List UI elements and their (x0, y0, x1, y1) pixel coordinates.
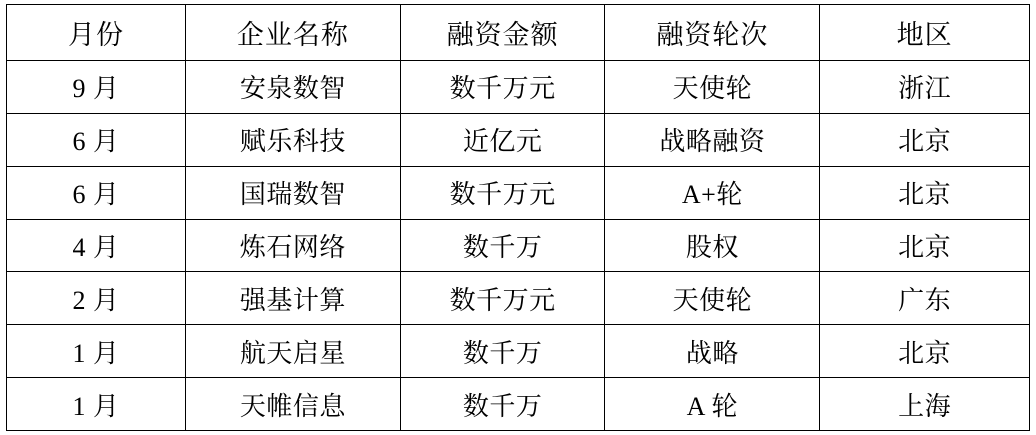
cell-region: 北京 (820, 113, 1030, 166)
table-row (7, 378, 1030, 431)
cell-region: 北京 (820, 219, 1030, 272)
cell-funding-amount: 近亿元 (400, 113, 605, 166)
table-header-row (7, 5, 1030, 61)
cell-month: 6 月 (7, 113, 186, 166)
column-header-funding-round: 融资轮次 (605, 5, 820, 61)
column-header-region: 地区 (820, 5, 1030, 61)
cell-company-name: 天帷信息 (186, 378, 401, 431)
table-row (7, 61, 1030, 114)
table-row (7, 219, 1030, 272)
cell-funding-round: 天使轮 (605, 61, 820, 114)
cell-company-name: 航天启星 (186, 325, 401, 378)
cell-funding-amount: 数千万 (400, 378, 605, 431)
cell-funding-round: 战略 (605, 325, 820, 378)
cell-funding-round: 股权 (605, 219, 820, 272)
cell-month: 4 月 (7, 219, 186, 272)
table-row (7, 272, 1030, 325)
cell-funding-amount: 数千万元 (400, 272, 605, 325)
column-header-funding-amount: 融资金额 (400, 5, 605, 61)
cell-month: 9 月 (7, 61, 186, 114)
cell-funding-round: 战略融资 (605, 113, 820, 166)
column-header-month: 月份 (7, 5, 186, 61)
cell-company-name: 国瑞数智 (186, 166, 401, 219)
cell-company-name: 强基计算 (186, 272, 401, 325)
financing-table (6, 4, 1030, 431)
cell-region: 北京 (820, 166, 1030, 219)
cell-funding-round: 天使轮 (605, 272, 820, 325)
cell-region: 上海 (820, 378, 1030, 431)
cell-funding-round: A+轮 (605, 166, 820, 219)
cell-funding-amount: 数千万元 (400, 166, 605, 219)
cell-region: 北京 (820, 325, 1030, 378)
cell-month: 6 月 (7, 166, 186, 219)
cell-region: 广东 (820, 272, 1030, 325)
cell-company-name: 赋乐科技 (186, 113, 401, 166)
table-row (7, 325, 1030, 378)
cell-region: 浙江 (820, 61, 1030, 114)
cell-company-name: 安泉数智 (186, 61, 401, 114)
cell-funding-round: A 轮 (605, 378, 820, 431)
table-body (7, 61, 1030, 431)
cell-funding-amount: 数千万 (400, 219, 605, 272)
column-header-company-name: 企业名称 (186, 5, 401, 61)
table-row (7, 113, 1030, 166)
cell-month: 1 月 (7, 325, 186, 378)
cell-funding-amount: 数千万元 (400, 61, 605, 114)
table-header (7, 5, 1030, 61)
cell-funding-amount: 数千万 (400, 325, 605, 378)
cell-month: 1 月 (7, 378, 186, 431)
table-row (7, 166, 1030, 219)
cell-month: 2 月 (7, 272, 186, 325)
cell-company-name: 炼石网络 (186, 219, 401, 272)
